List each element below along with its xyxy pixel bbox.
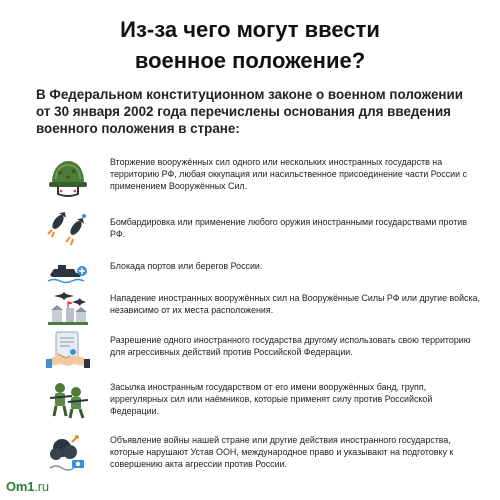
- site-logo[interactable]: [6, 479, 49, 494]
- handshake-agreement-icon: [44, 328, 92, 372]
- soldiers-icon: [44, 376, 92, 420]
- page-title: [0, 14, 500, 76]
- list-item-invasion: [40, 156, 470, 200]
- title-line-1: Из-за чего могут ввести: [120, 17, 380, 42]
- list-item-attack-on-forces: [40, 286, 480, 330]
- list-item-war-declaration: [40, 432, 470, 476]
- war-declaration-icon: [44, 432, 92, 476]
- list-item-armed-groups: [40, 376, 470, 420]
- list-item-bombardment: [40, 208, 470, 252]
- item-text: Засылка иностранным государством от его имени вооружённых банд, групп, иррегулярных сил или наёмников, которые применят силу против Российской Федерации.: [110, 382, 433, 416]
- item-text: Объявление войны нашей стране или другие действия иностранного государства, которые нарушают Устав ООН, международное право и указывают на подготовку к совершению акта агрессии против России.: [110, 435, 454, 469]
- item-text: Блокада портов или берегов России.: [110, 261, 263, 271]
- logo-main: Om1: [6, 479, 35, 494]
- bombs-icon: [44, 208, 92, 252]
- item-text: Разрешение одного иностранного государства другому использовать свою территорию для агрессивных действий против Российской Федерации.: [110, 335, 471, 357]
- title-line-2: военное положение?: [134, 48, 366, 73]
- item-text: Вторжение вооружённых сил одного или нескольких иностранных государств на территорию РФ, любая оккупация или насильственное присоединение части России с применением Вооружённых Сил.: [110, 157, 467, 191]
- item-text: Нападение иностранных вооружённых сил на Вооружённые Силы РФ или другие войска, независимо от их места расположения.: [110, 293, 480, 315]
- list-item-territory-permission: [40, 328, 470, 372]
- logo-suffix: .ru: [34, 479, 49, 494]
- intro-paragraph: В Федеральном конституционном законе о военном положении от 30 января 2002 года перечислены основания для введения военного положения в стране:: [36, 87, 463, 136]
- helmet-icon: [44, 156, 92, 200]
- item-text: Бомбардировка или применение любого оружия иностранными государствами против РФ.: [110, 217, 467, 239]
- military-base-icon: [44, 286, 92, 330]
